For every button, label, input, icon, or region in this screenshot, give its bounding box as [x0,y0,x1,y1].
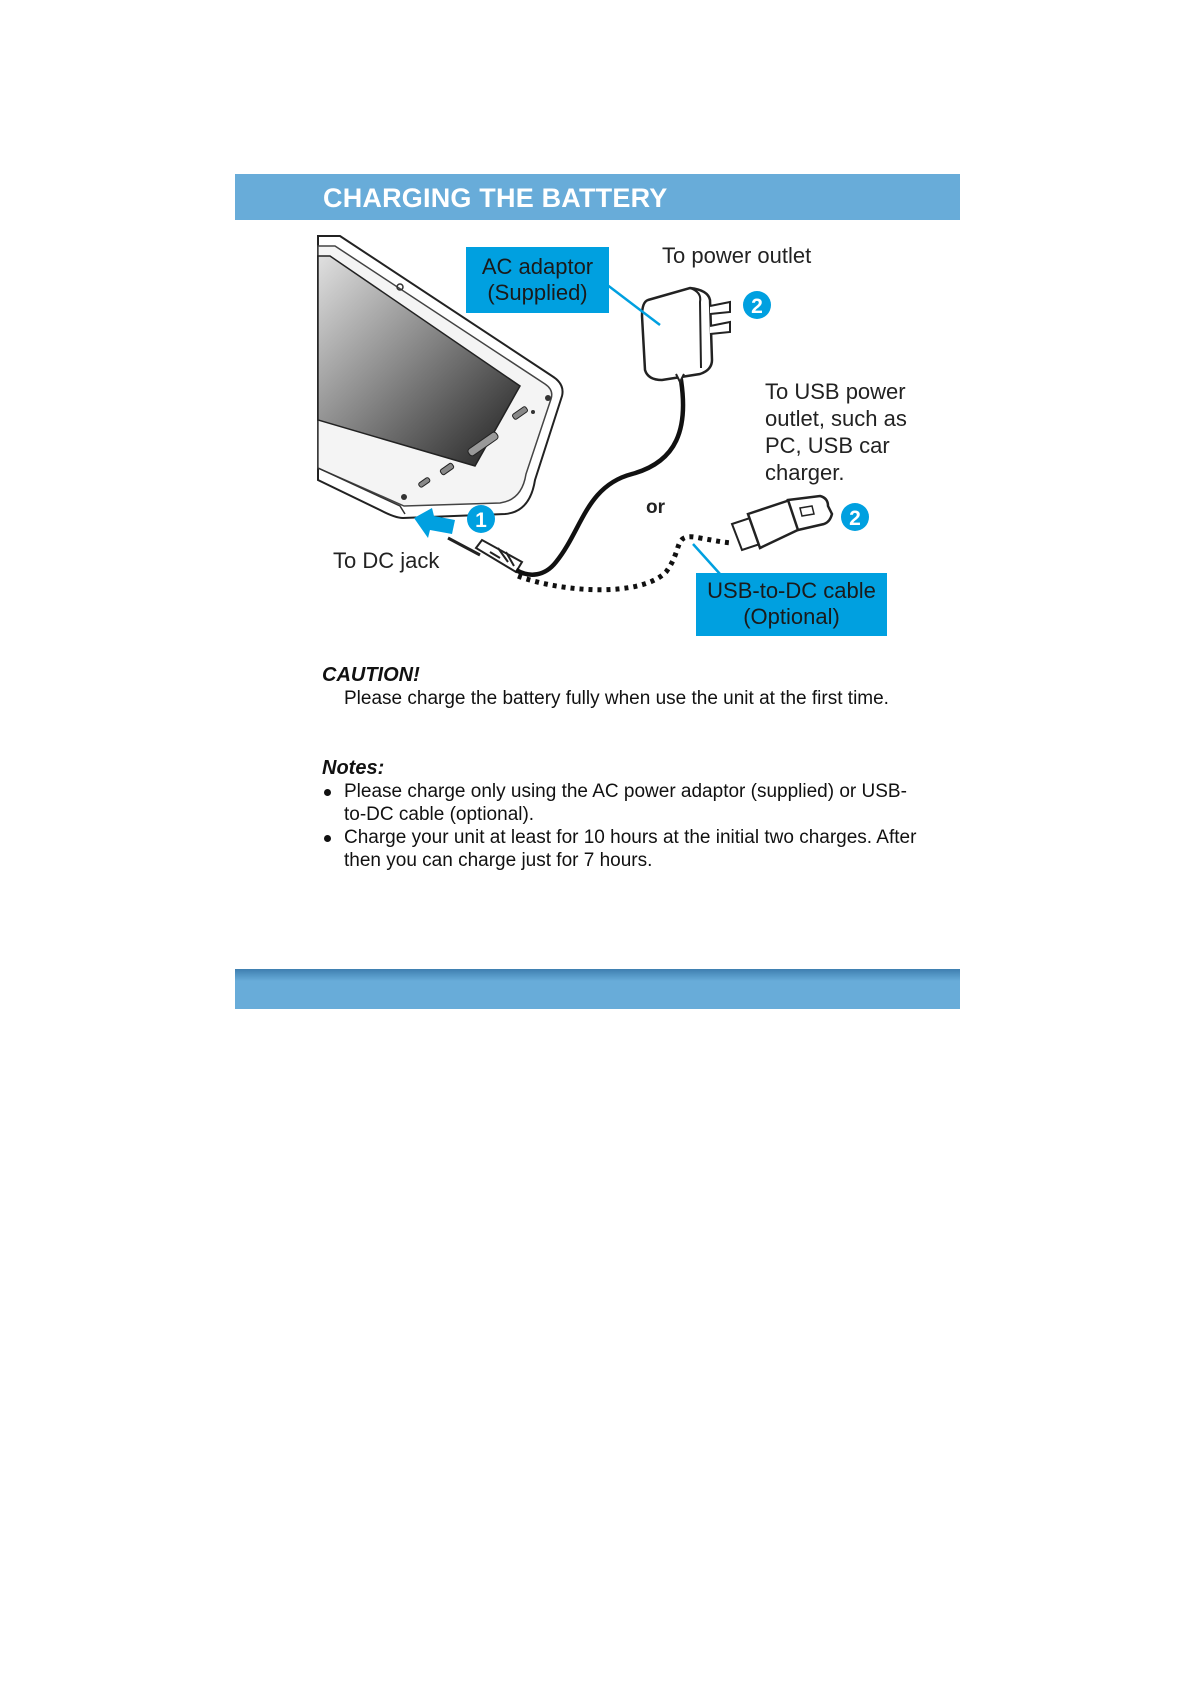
page-title: CHARGING THE BATTERY [323,183,668,213]
usb-power-line-2: outlet, such as [765,406,907,431]
usb-dc-cable-callout-line2: (Optional) [743,604,840,629]
usb-dc-cable-callout-line1: USB-to-DC cable [707,578,876,603]
caution-body: Please charge the battery fully when use the unit at the first time. [344,688,889,709]
usb-dc-cable-callout [696,573,887,636]
caution-section [322,664,912,710]
usb-power-line-4: charger. [765,460,845,485]
notes-section [322,757,922,872]
usb-plug-illustration [732,496,832,550]
or-label: or [646,497,665,518]
ac-adaptor-callout-line2: (Supplied) [487,280,588,305]
notes-list-item: Please charge only using the AC power adaptor (supplied) or USB-to-DC cable (optional). [322,780,922,826]
caution-heading: CAUTION! [322,664,420,686]
usb-power-line-3: PC, USB car [765,433,890,458]
step-2-number-usb: 2 [849,507,861,530]
ac-adaptor-callout [466,247,609,313]
section-footer-bar [235,969,960,1009]
usb-power-outlet-text [765,378,907,486]
notes-heading: Notes: [322,757,385,779]
notes-list-item: Charge your unit at least for 10 hours at the initial two charges. After then you can charge just for 7 hours. [322,826,922,872]
ac-adaptor-callout-line1: AC adaptor [481,254,594,279]
dc-jack-label: To DC jack [333,548,440,573]
dc-plug-illustration [448,538,522,572]
usb-power-line-1: To USB power [765,379,906,404]
step-1-number: 1 [475,509,487,532]
to-power-outlet-label: To power outlet [662,243,812,268]
step-2-marker-ac [743,291,771,319]
step-2-marker-usb [841,503,869,531]
step-1-marker [467,505,495,533]
notes-list [322,780,922,872]
ac-adaptor-illustration [642,288,730,382]
step-2-number-ac: 2 [751,295,763,318]
